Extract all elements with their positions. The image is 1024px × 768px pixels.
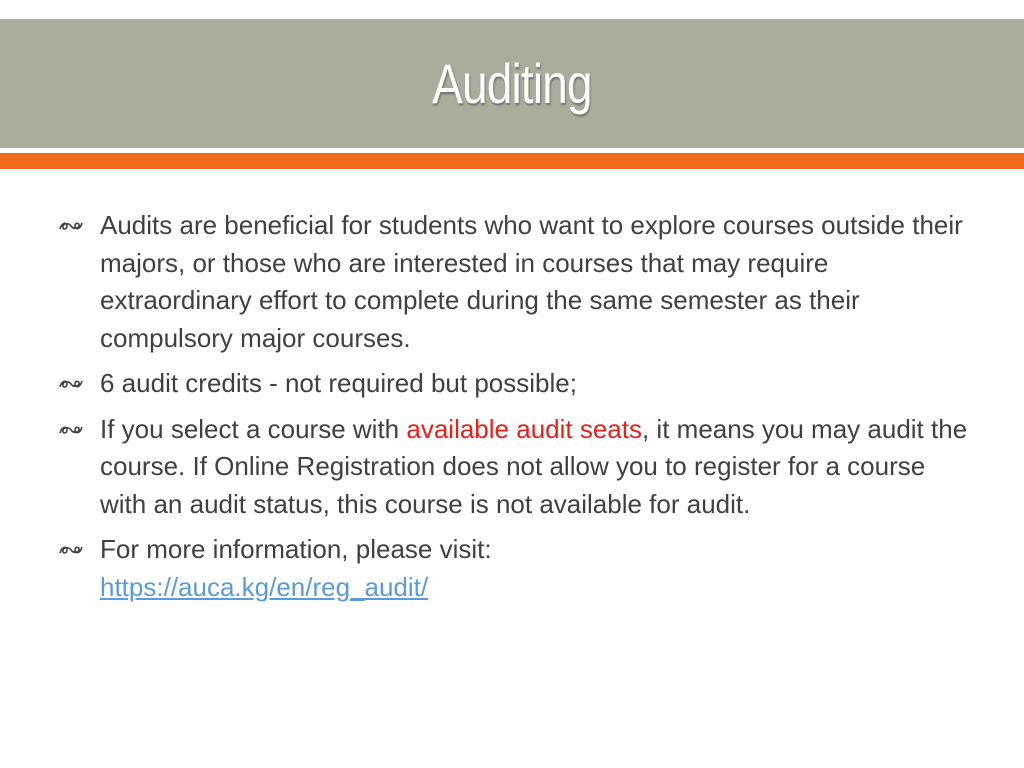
audit-info-link[interactable]: https://auca.kg/en/reg_audit/ <box>100 571 429 602</box>
curl-ornament-icon <box>58 220 84 232</box>
bullet-text: 6 audit credits - not required but possible; <box>100 368 577 398</box>
bullet-list <box>58 207 978 614</box>
bullet-text: For more information, please visit: <box>100 534 492 564</box>
curl-ornament-icon <box>58 544 84 556</box>
curl-ornament-icon <box>58 378 84 390</box>
bullet-item <box>58 207 978 357</box>
accent-bar <box>0 153 1024 169</box>
title-bar <box>0 19 1024 148</box>
bullet-item <box>58 365 978 403</box>
highlighted-text: available audit seats <box>406 413 642 444</box>
bullet-text-after: , it means you may audit the course. If Online Registration does not allow you to register for a course with an audit status, this course is not available for audit. <box>100 413 968 519</box>
curl-ornament-icon <box>58 424 84 436</box>
bullet-text-before: If you select a course with <box>100 413 407 444</box>
bullet-item <box>58 531 978 606</box>
slide-title: Auditing <box>432 52 592 115</box>
bullet-text: Audits are beneficial for students who want to explore courses outside their majors, or those who are interested in courses that may require extraordinary effort to complete during the same semester as their compulsory major courses. <box>100 210 963 353</box>
bullet-item <box>58 411 978 524</box>
